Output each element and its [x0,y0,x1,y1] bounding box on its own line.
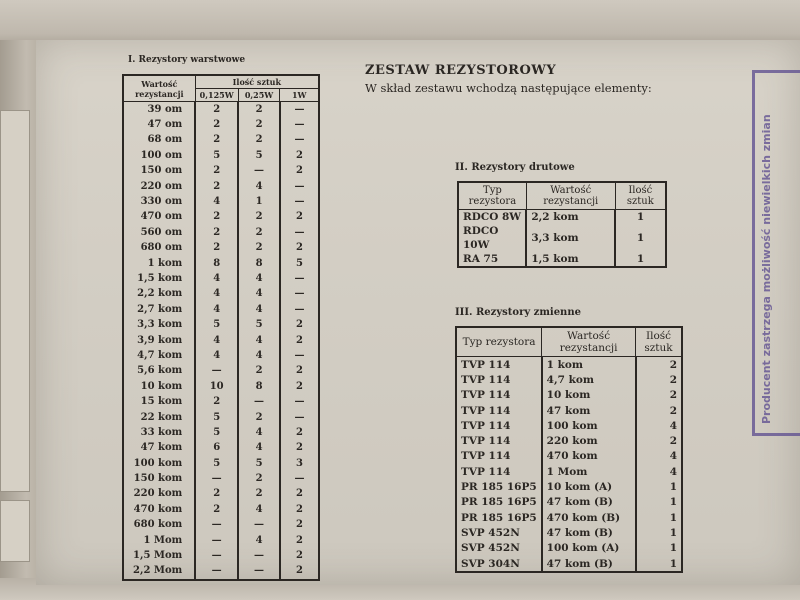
qty-0125w: 2 [195,164,238,179]
qty-1w: — [280,117,319,132]
qty-0125w: — [195,548,238,563]
qty-0125w: 2 [195,502,238,517]
page-subtitle: W skład zestawu wchodzą następujące elementy: [365,81,652,95]
quantity: 1 [636,541,682,556]
table-row [456,372,682,387]
quantity: 4 [636,418,682,433]
resistance-value: 1 Mom [542,464,636,479]
t2-header-2: Ilość sztuk [615,182,666,210]
qty-0125w: 4 [195,271,238,286]
t2-header-row [458,182,666,210]
table2-title: II. Rezystory drutowe [455,162,575,173]
resistance-value: 47 kom (B) [542,525,636,540]
table-row [458,210,666,225]
table-row [123,148,319,163]
qty-1w: — [280,225,319,240]
qty-025w: 4 [238,502,280,517]
quantity: 2 [636,403,682,418]
resistance-value: 150 kom [123,471,195,486]
qty-1w: 2 [280,502,319,517]
qty-0125w: — [195,518,238,533]
table-row [123,164,319,179]
qty-025w: 2 [238,133,280,148]
qty-025w: 2 [238,117,280,132]
qty-1w: 2 [280,548,319,563]
quantity: 1 [636,556,682,572]
resistance-value: 470 kom (B) [542,510,636,525]
resistance-value: 5,6 kom [123,364,195,379]
box-flap [0,110,30,492]
qty-1w: — [280,179,319,194]
table-row [456,510,682,525]
qty-1w: 2 [280,317,319,332]
resistance-value: 100 kom [542,418,636,433]
resistance-value: 100 kom [123,456,195,471]
table-row [456,449,682,464]
qty-0125w: — [195,533,238,548]
resistance-value: 680 kom [123,518,195,533]
qty-1w: 3 [280,456,319,471]
resistor-type: PR 185 16P5 [456,510,542,525]
resistance-value: 220 kom [542,433,636,448]
fixed-resistors-table [122,74,320,581]
qty-0125w: 8 [195,256,238,271]
resistance-value: 10 kom [542,388,636,403]
quantity: 1 [636,525,682,540]
qty-025w: 2 [238,410,280,425]
resistor-type: RDCO 10W [458,224,526,252]
resistor-type: RA 75 [458,252,526,267]
qty-025w: 4 [238,348,280,363]
stamp-text: Producent zastrzega możliwość niewielkich zmian [760,114,773,424]
quantity: 1 [615,252,666,267]
t3-header-2: Ilość sztuk [636,327,682,357]
qty-1w: 5 [280,256,319,271]
qty-1w: 2 [280,518,319,533]
resistance-value: 1,5 kom [123,271,195,286]
resistance-value: 4,7 kom [123,348,195,363]
table-row [123,456,319,471]
resistance-value: 560 om [123,225,195,240]
table-row [123,548,319,563]
quantity: 4 [636,464,682,479]
resistor-type: TVP 114 [456,433,542,448]
qty-025w: 2 [238,471,280,486]
t3-header-0: Typ rezystora [456,327,542,357]
table-row [456,433,682,448]
qty-025w: 8 [238,379,280,394]
qty-025w: — [238,564,280,580]
table-row [456,388,682,403]
resistance-value: 3,9 kom [123,333,195,348]
qty-025w: 2 [238,102,280,118]
table-row [456,495,682,510]
t2-header-0: Typ rezystora [458,182,526,210]
table-row [123,333,319,348]
table-row [456,357,682,373]
resistance-value: 1 kom [123,256,195,271]
table-row [123,194,319,209]
qty-0125w: 5 [195,456,238,471]
qty-1w: 2 [280,210,319,225]
qty-0125w: — [195,364,238,379]
table-row [123,225,319,240]
qty-1w: — [280,102,319,118]
resistance-value: 39 om [123,102,195,118]
qty-1w: 2 [280,441,319,456]
table-row [458,252,666,267]
resistance-value: 2,2 Mom [123,564,195,580]
resistor-type: PR 185 16P5 [456,495,542,510]
t2-body [458,210,666,268]
qty-025w: 5 [238,317,280,332]
resistance-value: 220 om [123,179,195,194]
resistance-value: 330 om [123,194,195,209]
quantity: 2 [636,433,682,448]
resistance-value: 1 Mom [123,533,195,548]
qty-0125w: — [195,471,238,486]
quantity: 1 [636,479,682,494]
qty-1w: — [280,348,319,363]
wirewound-resistors-table [457,181,667,268]
table-row [123,425,319,440]
table-row [456,541,682,556]
table-row [123,441,319,456]
resistance-value: 470 kom [542,449,636,464]
resistance-value: 3,3 kom [123,317,195,332]
qty-025w: 4 [238,425,280,440]
qty-025w: — [238,548,280,563]
qty-1w: 2 [280,148,319,163]
qty-0125w: 2 [195,241,238,256]
resistor-type: TVP 114 [456,388,542,403]
t3-header-1: Wartość rezystancji [542,327,636,357]
qty-025w: — [238,518,280,533]
table-row [123,379,319,394]
qty-0125w: 2 [195,210,238,225]
table-row [123,271,319,286]
resistance-value: 100 kom (A) [542,541,636,556]
qty-1w: — [280,410,319,425]
qty-0125w: 4 [195,333,238,348]
t1-header-value: Wartość rezystancji [123,75,195,102]
qty-0125w: 4 [195,348,238,363]
qty-0125w: 2 [195,133,238,148]
t2-header-1: Wartość rezystancji [526,182,615,210]
box-flap-lower [0,500,30,562]
qty-025w: 4 [238,271,280,286]
resistance-value: 15 kom [123,394,195,409]
qty-1w: 2 [280,364,319,379]
resistance-value: 47 om [123,117,195,132]
qty-1w: 2 [280,164,319,179]
qty-025w: 4 [238,533,280,548]
resistance-value: 2,2 kom [123,287,195,302]
qty-1w: 2 [280,379,319,394]
resistance-value: 47 kom [123,441,195,456]
variable-resistors-table [455,326,683,573]
resistor-type: TVP 114 [456,449,542,464]
qty-025w: 5 [238,148,280,163]
resistor-type: TVP 114 [456,357,542,373]
qty-1w: — [280,271,319,286]
qty-025w: 4 [238,302,280,317]
resistance-value: 1,5 Mom [123,548,195,563]
resistor-type: TVP 114 [456,372,542,387]
qty-1w: — [280,302,319,317]
qty-1w: 2 [280,533,319,548]
qty-025w: 8 [238,256,280,271]
table-row [123,256,319,271]
resistance-value: 680 om [123,241,195,256]
resistor-type: TVP 114 [456,464,542,479]
table-row [123,241,319,256]
table-row [123,364,319,379]
t3-body [456,357,682,573]
table-row [456,556,682,572]
resistance-value: 220 kom [123,487,195,502]
qty-1w: 2 [280,564,319,580]
resistor-type: TVP 114 [456,418,542,433]
table-row [456,418,682,433]
table-row [123,317,319,332]
table-row [123,394,319,409]
table-row [123,210,319,225]
table-row [456,525,682,540]
resistance-value: 47 kom (B) [542,495,636,510]
resistance-value: 470 kom [123,502,195,517]
qty-025w: 4 [238,441,280,456]
quantity: 1 [636,495,682,510]
qty-025w: 2 [238,364,280,379]
qty-025w: 4 [238,287,280,302]
qty-0125w: 5 [195,425,238,440]
qty-0125w: 6 [195,441,238,456]
resistor-type: SVP 452N [456,525,542,540]
qty-025w: 2 [238,225,280,240]
resistance-value: 150 om [123,164,195,179]
qty-0125w: 4 [195,287,238,302]
table3-title: III. Rezystory zmienne [455,307,581,318]
t3-header-row [456,327,682,357]
resistance-value: 10 kom [123,379,195,394]
quantity: 4 [636,449,682,464]
qty-1w: — [280,394,319,409]
table-row [123,102,319,118]
qty-025w: 5 [238,456,280,471]
quantity: 2 [636,357,682,373]
quantity: 1 [615,224,666,252]
table-row [456,403,682,418]
resistance-value: 1 kom [542,357,636,373]
qty-025w: 2 [238,487,280,502]
resistance-value: 10 kom (A) [542,479,636,494]
qty-025w: — [238,394,280,409]
resistor-type: PR 185 16P5 [456,479,542,494]
qty-0125w: 10 [195,379,238,394]
table-row [123,533,319,548]
table-row [123,133,319,148]
resistor-type: TVP 114 [456,403,542,418]
table-row [123,287,319,302]
table-row [458,224,666,252]
table-row [123,471,319,486]
qty-0125w: 2 [195,487,238,502]
t1-body [123,102,319,581]
resistance-value: 33 kom [123,425,195,440]
qty-1w: 2 [280,487,319,502]
qty-025w: 4 [238,179,280,194]
qty-025w: 2 [238,210,280,225]
table-row [456,464,682,479]
table-row [123,410,319,425]
qty-0125w: 2 [195,394,238,409]
table-row [123,117,319,132]
resistor-type: RDCO 8W [458,210,526,225]
qty-1w: 2 [280,241,319,256]
resistance-value: 47 kom (B) [542,556,636,572]
qty-0125w: 5 [195,148,238,163]
resistance-value: 22 kom [123,410,195,425]
resistance-value: 100 om [123,148,195,163]
resistance-value: 2,2 kom [526,210,615,225]
qty-025w: 2 [238,241,280,256]
quantity: 1 [636,510,682,525]
table-row [456,479,682,494]
table1-title: I. Rezystory warstwowe [128,55,246,65]
resistance-value: 470 om [123,210,195,225]
qty-0125w: 5 [195,410,238,425]
qty-1w: 2 [280,333,319,348]
table-row [123,518,319,533]
table-row [123,564,319,580]
qty-025w: — [238,164,280,179]
table-row [123,179,319,194]
table-row [123,502,319,517]
resistor-type: SVP 304N [456,556,542,572]
qty-0125w: 2 [195,225,238,240]
quantity: 2 [636,388,682,403]
qty-1w: — [280,471,319,486]
page-title: ZESTAW REZYSTOROWY [365,63,557,78]
resistance-value: 3,3 kom [526,224,615,252]
qty-0125w: — [195,564,238,580]
qty-1w: — [280,287,319,302]
qty-0125w: 2 [195,102,238,118]
table-row [123,302,319,317]
qty-0125w: 4 [195,194,238,209]
qty-0125w: 4 [195,302,238,317]
t1-header-qty: Ilość sztuk [195,75,319,89]
resistor-type: SVP 452N [456,541,542,556]
t1-header-w3: 1W [280,89,319,102]
table-row [123,487,319,502]
qty-025w: 1 [238,194,280,209]
t1-header-w1: 0,125W [195,89,238,102]
resistance-value: 4,7 kom [542,372,636,387]
quantity: 2 [636,372,682,387]
quantity: 1 [615,210,666,225]
resistance-value: 1,5 kom [526,252,615,267]
qty-1w: — [280,133,319,148]
resistance-value: 2,7 kom [123,302,195,317]
qty-0125w: 2 [195,117,238,132]
qty-0125w: 5 [195,317,238,332]
table-row [123,348,319,363]
t1-header-w2: 0,25W [238,89,280,102]
resistance-value: 68 om [123,133,195,148]
qty-0125w: 2 [195,179,238,194]
qty-1w: 2 [280,425,319,440]
resistance-value: 47 kom [542,403,636,418]
qty-1w: — [280,194,319,209]
qty-025w: 4 [238,333,280,348]
